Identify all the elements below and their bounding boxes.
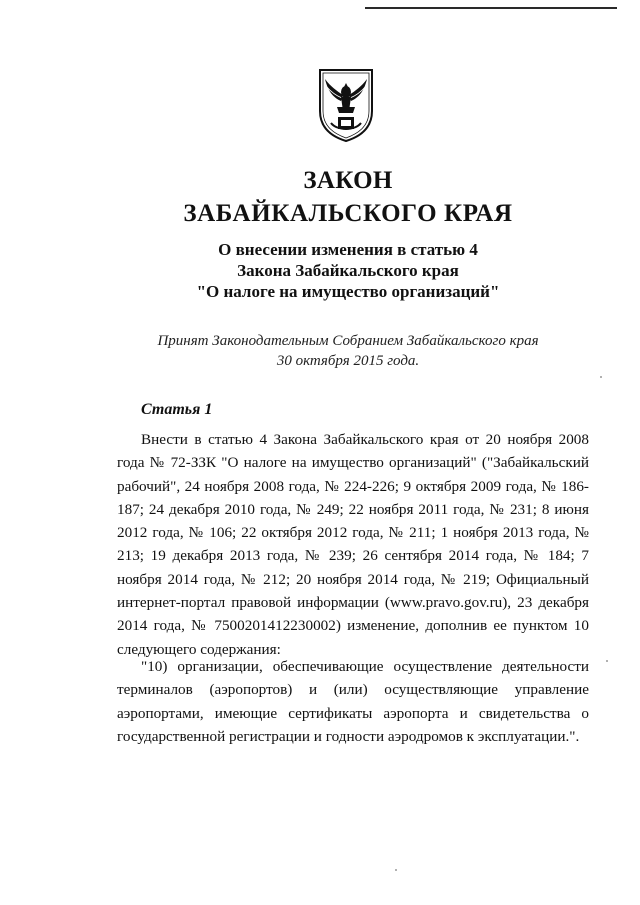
adoption-note-line1: Принят Законодательным Собранием Забайкальского края — [157, 333, 539, 349]
article-quote — [117, 655, 589, 748]
top-scan-rule — [365, 7, 617, 9]
article-paragraph: Внести в статью 4 Закона Забайкальского края от 20 ноября 2008 года № 72-ЗЗК "О налоге на имущество организаций" ("Забайкальский рабочий", 24 ноября 2008 года, № 224-226; 9 октября 2009 года, № 186-187; 24 декабря 2010 года, № 249; 22 ноября 2011 года, № 231; 8 июня 2012 года, № 106; 22 октября 2012 года, № 211; 1 ноября 2013 года, № 213; 19 декабря 2013 года, № 239; 26 сентября 2014 года, № 184; 7 ноября 2014 года, № 212; 20 ноября 2014 года, № 219; Официальный интернет-портал правовой информации (www.pravo.gov.ru), 23 декабря 2014 года, № 7500201412230002) изменение, дополнив ее пунктом 10 следующего содержания: — [117, 431, 589, 658]
quoted-paragraph: "10) организации, обеспечивающие осуществление деятельности терминалов (аэропортов) и (или) осуществляющие управление аэропортами, имеющие сертификаты аэропорта и свидетельства о государственной регистрации и годности аэродромов к эксплуатации.". — [117, 658, 589, 745]
document-subtitle-line3: "О налоге на имущество организаций" — [196, 282, 500, 301]
document-title-line2: ЗАБАЙКАЛЬСКОГО КРАЯ — [183, 200, 513, 227]
scan-speck — [606, 660, 608, 662]
adoption-note-line2: 30 октября 2015 года. — [276, 353, 420, 369]
document-subtitle-line1: О внесении изменения в статью 4 — [218, 240, 478, 259]
article-body — [117, 428, 589, 661]
coat-of-arms-icon — [317, 67, 375, 143]
scan-speck — [600, 376, 602, 378]
scan-speck — [395, 869, 397, 871]
article-heading: Статья 1 — [141, 401, 213, 418]
document-subtitle-line2: Закона Забайкальского края — [237, 261, 459, 280]
document-title-line1: ЗАКОН — [303, 167, 393, 194]
